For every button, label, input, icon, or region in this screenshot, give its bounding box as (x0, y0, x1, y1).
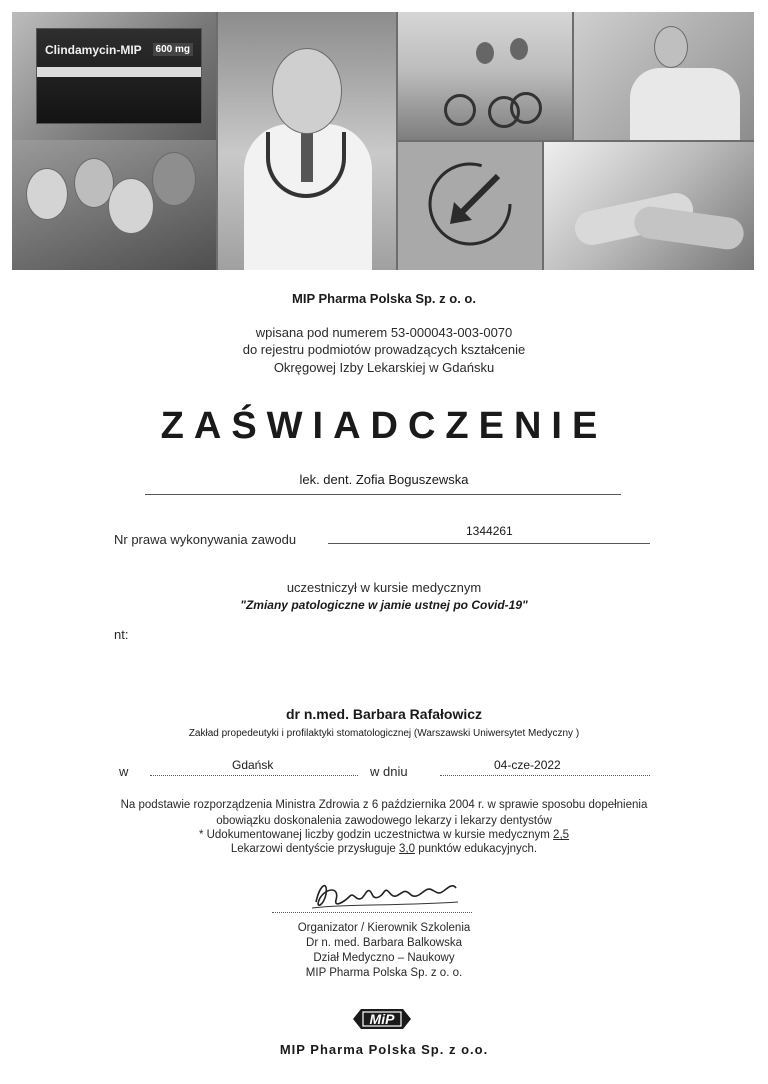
legal-basis-line: obowiązku doskonalenia zawodowego lekarzy i lekarzy dentystów (216, 815, 552, 827)
mip-logo (353, 1007, 411, 1031)
place-underline (150, 775, 358, 776)
recipient-name: lek. dent. Zofia Boguszewska (299, 472, 469, 487)
organizer-line: Dział Medyczno – Naukowy (313, 952, 455, 964)
handshake-photo (544, 142, 754, 270)
photo-collage (12, 12, 754, 270)
registration-line: wpisana pod numerem 53-000043-003-0070 (255, 325, 513, 340)
license-label: Nr prawa wykonywania zawodu (114, 532, 297, 547)
legal-basis-line: Na podstawie rozporządzenia Ministra Zdrowia z 6 października 2004 r. w sprawie sposobu dopełnienia (120, 799, 648, 811)
package-stripe (37, 67, 201, 77)
lecturer-department: Zakład propedeutyki i profilaktyki stomatologicznej (Warszawski Uniwersytet Medyczny ) (188, 728, 580, 739)
doctor-tie (301, 132, 313, 182)
scientist-coat (630, 68, 740, 140)
name-underline (145, 494, 621, 495)
issuer-company: MIP Pharma Polska Sp. z o. o. (292, 291, 476, 306)
person-head (152, 152, 196, 206)
lecturer-name: dr n.med. Barbara Rafałowicz (285, 706, 483, 722)
registration-line: do rejestru podmiotów prowadzących kształcenie (242, 342, 526, 357)
product-box-photo (12, 12, 216, 140)
place-label: w (119, 764, 129, 779)
doctor-head (272, 48, 342, 134)
laboratory-photo (574, 12, 754, 140)
medicine-package (36, 28, 202, 124)
product-dose: 600 mg (153, 43, 193, 56)
organizer-line: Dr n. med. Barbara Balkowska (306, 937, 462, 949)
smiling-people-photo (12, 140, 216, 270)
topic-label: nt: (114, 627, 129, 642)
points-value: 3,0 (399, 843, 415, 855)
scientist-head (654, 26, 688, 68)
footer-company: MIP Pharma Polska Sp. z o.o. (279, 1042, 489, 1057)
points-suffix: punktów edukacyjnych. (418, 843, 538, 855)
date-label: w dniu (370, 764, 408, 779)
person-head (26, 168, 68, 220)
hours-value: 2,5 (553, 829, 570, 841)
handwritten-signature (306, 872, 466, 916)
cyclist-head (476, 42, 494, 64)
organizer-line: MIP Pharma Polska Sp. z o. o. (305, 967, 463, 979)
registration-line: Okręgowej Izby Lekarskiej w Gdańsku (273, 360, 495, 375)
arrow-target-photo (398, 142, 542, 270)
certificate-title: ZAŚWIADCZENIE (160, 405, 608, 447)
course-title: "Zmiany patologiczne w jamie ustnej po Covid-19" (240, 598, 528, 612)
cyclists-photo (398, 12, 572, 140)
signature-line (272, 912, 472, 913)
points-prefix: Lekarzowi dentyście przysługuje (230, 843, 396, 855)
place-value: Gdańsk (232, 758, 274, 772)
bicycle-wheel (444, 94, 476, 126)
hours-prefix: * Udokumentowanej liczby godzin uczestnictwa w kursie medycznym (198, 829, 550, 841)
license-number: 1344261 (466, 524, 513, 538)
hours-line (0, 829, 768, 841)
product-label: Clindamycin-MIP (45, 43, 142, 57)
doctor-photo (218, 12, 396, 270)
participation-text: uczestniczył w kursie medycznym (286, 580, 482, 595)
organizer-line: Organizator / Kierownik Szkolenia (297, 922, 471, 934)
person-head (108, 178, 154, 234)
date-value: 04-cze-2022 (494, 758, 561, 772)
cyclist-head (510, 38, 528, 60)
arrow-circle-icon (420, 154, 520, 254)
license-underline (328, 543, 650, 544)
hand-shape (632, 205, 745, 252)
date-underline (440, 775, 650, 776)
mip-logo-text: MiP (369, 1011, 395, 1027)
points-line (0, 843, 768, 855)
bicycle-wheel (510, 92, 542, 124)
